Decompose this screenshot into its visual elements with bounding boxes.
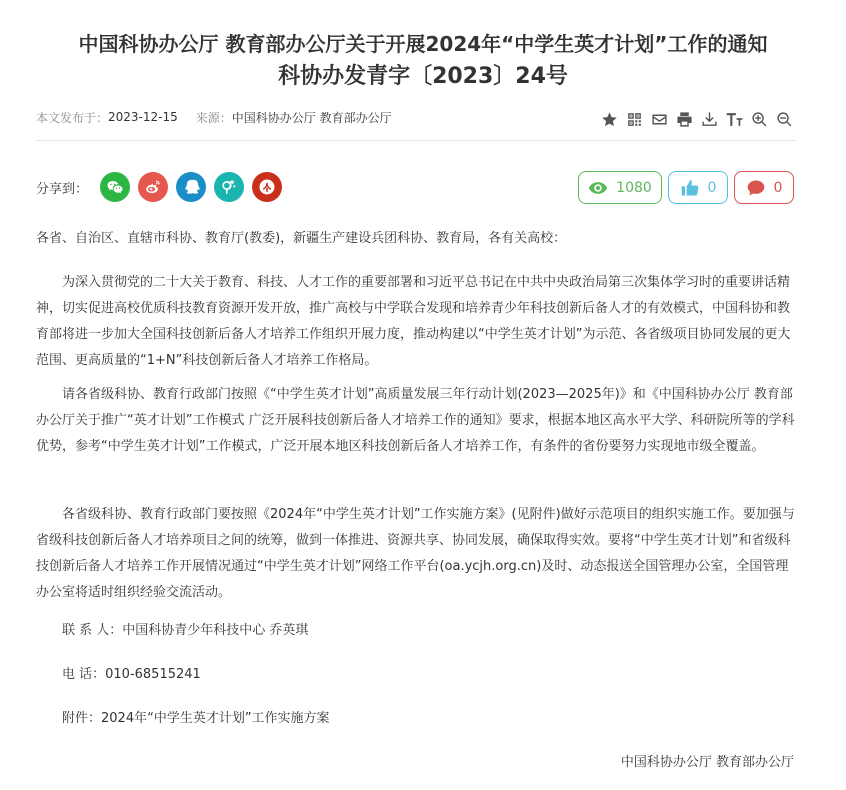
qrcode-icon[interactable] xyxy=(625,110,644,129)
attachment-link[interactable]: 附件：2024年“中学生英才计划”工作实施方案 xyxy=(62,711,330,726)
body-paragraph-2: 请各省级科协、教育行政部门按照《“中学生英才计划”高质量发展三年行动计划(2023—2025年)》和《中国科协办公厅 教育部办公厅关于推广“英才计划”工作模式 广泛开展科技创新后备人才培养工作的通知》要求，根据本地区高水平大学、科研院所等的学科优势，参考“中学生英才计划”工作模式，广泛开展本地区科技创新后备人才培养工作，有条件的省份要努力实现地市级全覆盖。 xyxy=(36,387,795,454)
thumbs-up-icon xyxy=(680,178,700,198)
comment-icon xyxy=(746,178,766,198)
issuer-signature: 中国科协办公厅 教育部办公厅 xyxy=(620,755,794,770)
comment-button[interactable] xyxy=(734,171,794,204)
share-wechat-icon[interactable] xyxy=(100,172,130,202)
publish-date: 2023-12-15 xyxy=(108,110,178,124)
source-label: 来源： xyxy=(195,110,232,125)
article-meta xyxy=(36,108,410,126)
views-counter[interactable] xyxy=(578,171,662,204)
views-count: 1080 xyxy=(616,179,652,196)
share-weibo-icon[interactable] xyxy=(138,172,168,202)
comments-count: 0 xyxy=(773,179,783,196)
share-qzone-icon[interactable] xyxy=(214,172,244,202)
print-icon[interactable] xyxy=(675,110,694,129)
share-renren-icon[interactable] xyxy=(252,172,282,202)
favorite-icon[interactable] xyxy=(600,110,619,129)
body-paragraph-3: 各省级科协、教育行政部门要按照《2024年“中学生英才计划”工作实施方案》(见附件)做好示范项目的组织实施工作。要加强与省级科技创新后备人才培养项目之间的统筹，做到一体推进、资源共享、协同发展，确保取得实效。要将“中学生英才计划”和省级科技创新后备人才培养工作开展情况通过“中学生英才计划”网络工作平台(oa.ycjh.org.cn)及时、动态报送全国管理办公室，全国管理办公室将适时组织经验交流活动。 xyxy=(36,507,795,600)
eye-icon xyxy=(588,178,608,198)
document-number: 科协办发青字〔2023〕24号 xyxy=(278,64,568,89)
like-button[interactable] xyxy=(668,171,728,204)
mail-icon[interactable] xyxy=(650,110,669,129)
source-value: 中国科协办公厅 教育部办公厅 xyxy=(231,110,392,125)
share-label: 分享到： xyxy=(36,181,89,197)
contact-person: 联 系 人：中国科协青少年科技中心 乔英琪 xyxy=(62,623,309,638)
article-title: 中国科协办公厅 教育部办公厅关于开展2024年“中学生英才计划”工作的通知 xyxy=(78,32,768,56)
contact-phone: 电 话：010-68515241 xyxy=(62,667,201,682)
body-paragraph-1: 为深入贯彻党的二十大关于教育、科技、人才工作的重要部署和习近平总书记在中共中央政治局第三次集体学习时的重要讲话精神，切实促进高校优质科技教育资源开发开放，推广高校与中学联合发现和培养青少年科技创新后备人才的有效模式，中国科协和教育部将进一步加大全国科技创新后备人才培养工作组织开展力度，推动构建以“中学生英才计划”为示范、各省级项目协同发展的更大范围、更高质量的“1+N”科技创新后备人才培养工作格局。 xyxy=(36,275,791,368)
share-qq-icon[interactable] xyxy=(176,172,206,202)
header-divider xyxy=(36,140,796,141)
salutation: 各省、自治区、直辖市科协、教育厅(教委)，新疆生产建设兵团科协、教育局，各有关高校： xyxy=(36,231,567,246)
font-size-icon[interactable] xyxy=(725,110,744,129)
article-toolbar xyxy=(600,110,794,129)
likes-count: 0 xyxy=(707,179,717,196)
zoom-in-icon[interactable] xyxy=(750,110,769,129)
publish-label: 本文发布于： xyxy=(36,110,109,125)
download-icon[interactable] xyxy=(700,110,719,129)
share-bar xyxy=(36,172,290,202)
zoom-out-icon[interactable] xyxy=(775,110,794,129)
article-stats xyxy=(578,171,794,204)
